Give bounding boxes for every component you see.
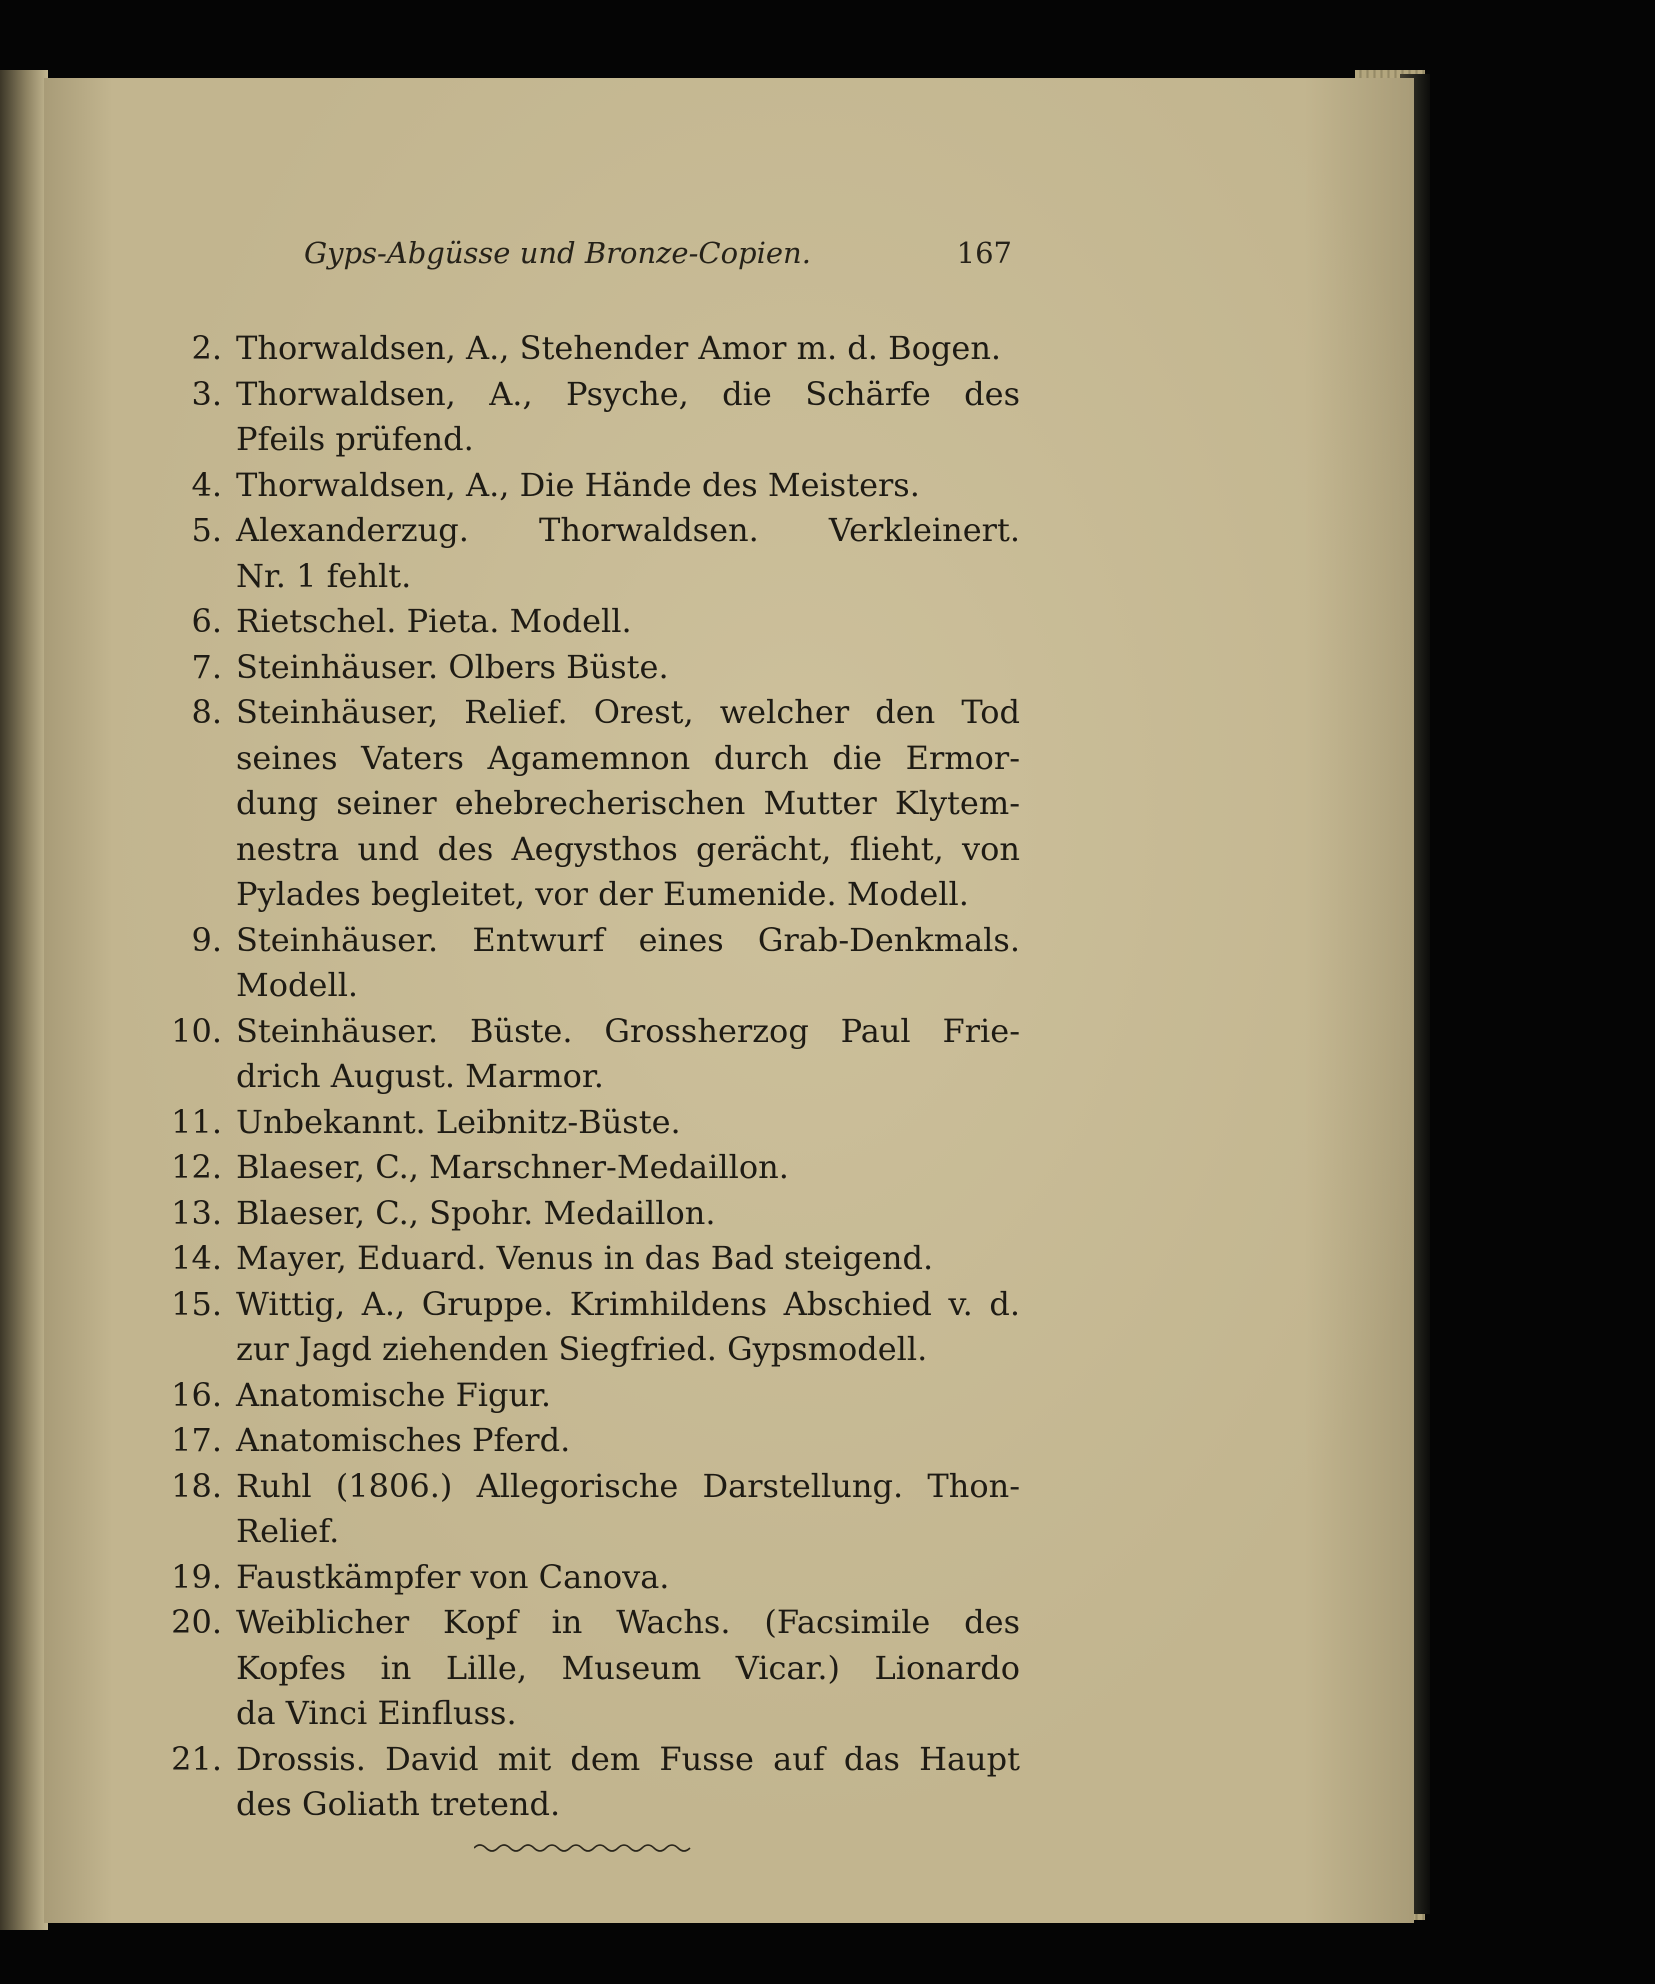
entry-number: 21. xyxy=(171,1739,222,1778)
entry-line: Anatomische Figur. xyxy=(236,1375,552,1414)
entry-line: drich August. Marmor. xyxy=(236,1057,604,1095)
catalogue-entry xyxy=(144,1191,1020,1237)
entry-text xyxy=(236,1191,1020,1237)
entry-text xyxy=(236,1236,1020,1282)
entry-text xyxy=(236,1100,1020,1146)
entry-text xyxy=(236,1600,1020,1737)
catalogue-entry xyxy=(144,1418,1020,1464)
entry-text xyxy=(236,918,1020,1009)
catalogue-list xyxy=(144,326,1020,1828)
entry-line: des Goliath tretend. xyxy=(236,1785,561,1823)
entry-number: 3. xyxy=(191,374,222,413)
entry-number: 4. xyxy=(191,465,222,504)
entry-number: 20. xyxy=(171,1603,222,1641)
entry-line: Relief. xyxy=(236,1512,340,1550)
entry-number: 9. xyxy=(191,920,222,959)
entry-line: Rietschel. Pieta. Modell. xyxy=(236,602,632,640)
entry-text xyxy=(236,1373,1020,1419)
entry-text xyxy=(236,599,1020,645)
entry-line: Blaeser, C., Marschner-Medaillon. xyxy=(236,1148,789,1186)
end-ornament xyxy=(474,1840,694,1856)
catalogue-entry xyxy=(144,1737,1020,1828)
entry-text xyxy=(236,326,1020,372)
entry-text xyxy=(236,645,1020,691)
entry-number: 2. xyxy=(191,329,222,367)
entry-line: Ruhl (1806.) Allegorische Darstellung. Thon- xyxy=(236,1466,1020,1505)
entry-line: Mayer, Eduard. Venus in das Bad steigend. xyxy=(236,1239,934,1277)
entry-number: 17. xyxy=(171,1421,222,1459)
entry-line: Thorwaldsen, A., Stehender Amor m. d. Bogen. xyxy=(236,329,1002,367)
page-number: 167 xyxy=(956,236,1012,270)
entry-line: Wittig, A., Gruppe. Krimhildens Abschied v. d. xyxy=(236,1284,1020,1323)
catalogue-entry xyxy=(144,1009,1020,1100)
entry-line: Faustkämpfer von Canova. xyxy=(236,1557,670,1596)
entry-line: zur Jagd ziehenden Siegfried. Gypsmodell. xyxy=(236,1330,928,1368)
catalogue-entry xyxy=(144,1373,1020,1419)
entry-text xyxy=(236,1464,1020,1555)
catalogue-entry xyxy=(144,508,1020,599)
book-page xyxy=(44,78,1414,1923)
catalogue-entry xyxy=(144,1600,1020,1737)
entry-line: seines Vaters Agamemnon durch die Ermor- xyxy=(236,738,1020,777)
entry-line: Thorwaldsen, A., Die Hände des Meisters. xyxy=(236,465,920,504)
entry-line: Steinhäuser. Büste. Grossherzog Paul Frie- xyxy=(236,1011,1020,1050)
catalogue-entry xyxy=(144,645,1020,691)
entry-number: 11. xyxy=(171,1102,222,1141)
entry-line: Nr. 1 fehlt. xyxy=(236,556,412,595)
catalogue-entry xyxy=(144,1100,1020,1146)
entry-line: Unbekannt. Leibnitz-Büste. xyxy=(236,1102,681,1141)
catalogue-entry xyxy=(144,918,1020,1009)
entry-text xyxy=(236,1555,1020,1601)
entry-number: 7. xyxy=(191,647,222,686)
catalogue-entry xyxy=(144,1282,1020,1373)
entry-line: Pfeils prüfend. xyxy=(236,420,474,458)
entry-text xyxy=(236,463,1020,509)
entry-line: da Vinci Einfluss. xyxy=(236,1694,517,1732)
entry-line: Anatomisches Pferd. xyxy=(236,1421,571,1459)
entry-text xyxy=(236,1145,1020,1191)
catalogue-entry xyxy=(144,1236,1020,1282)
catalogue-entry xyxy=(144,599,1020,645)
entry-line: Blaeser, C., Spohr. Medaillon. xyxy=(236,1193,716,1232)
running-title: Gyps-Abgüsse und Bronze-Copien. xyxy=(304,236,811,270)
entry-number: 16. xyxy=(171,1375,222,1414)
entry-line: Thorwaldsen, A., Psyche, die Schärfe des xyxy=(236,374,1020,413)
entry-text xyxy=(236,1282,1020,1373)
entry-line: Modell. xyxy=(236,966,359,1004)
catalogue-entry xyxy=(144,1464,1020,1555)
catalogue-entry xyxy=(144,690,1020,918)
entry-text xyxy=(236,690,1020,918)
entry-number: 5. xyxy=(191,511,222,549)
entry-number: 19. xyxy=(171,1557,222,1596)
page-header xyxy=(304,236,1012,286)
entry-number: 6. xyxy=(191,602,222,640)
catalogue-entry xyxy=(144,1555,1020,1601)
catalogue-entry xyxy=(144,326,1020,372)
entry-number: 14. xyxy=(171,1239,222,1277)
entry-text xyxy=(236,508,1020,599)
entry-number: 13. xyxy=(171,1193,222,1232)
entry-text xyxy=(236,372,1020,463)
entry-text xyxy=(236,1009,1020,1100)
entry-number: 10. xyxy=(171,1011,222,1050)
entry-number: 8. xyxy=(191,693,222,731)
entry-line: Weiblicher Kopf in Wachs. (Facsimile des xyxy=(236,1603,1020,1641)
entry-line: Alexanderzug. Thorwaldsen. Verkleinert. xyxy=(236,511,1020,549)
catalogue-entry xyxy=(144,372,1020,463)
entry-text xyxy=(236,1418,1020,1464)
entry-text xyxy=(236,1737,1020,1828)
entry-line: Steinhäuser. Olbers Büste. xyxy=(236,647,669,686)
entry-line: Steinhäuser, Relief. Orest, welcher den Tod xyxy=(236,693,1020,731)
entry-line: nestra und des Aegysthos gerächt, flieht, von xyxy=(236,829,1020,868)
entry-line: dung seiner ehebrecherischen Mutter Klytem- xyxy=(236,784,1020,822)
entry-line: Pylades begleitet, vor der Eumenide. Modell. xyxy=(236,875,969,913)
entry-line: Drossis. David mit dem Fusse auf das Haupt xyxy=(236,1739,1020,1778)
catalogue-entry xyxy=(144,1145,1020,1191)
facing-page-edge xyxy=(0,70,48,1930)
entry-number: 15. xyxy=(171,1284,222,1323)
entry-line: Kopfes in Lille, Museum Vicar.) Lionardo xyxy=(236,1648,1020,1687)
entry-number: 12. xyxy=(171,1148,222,1186)
entry-number: 18. xyxy=(171,1466,222,1505)
catalogue-entry xyxy=(144,463,1020,509)
entry-line: Steinhäuser. Entwurf eines Grab-Denkmals. xyxy=(236,920,1020,959)
